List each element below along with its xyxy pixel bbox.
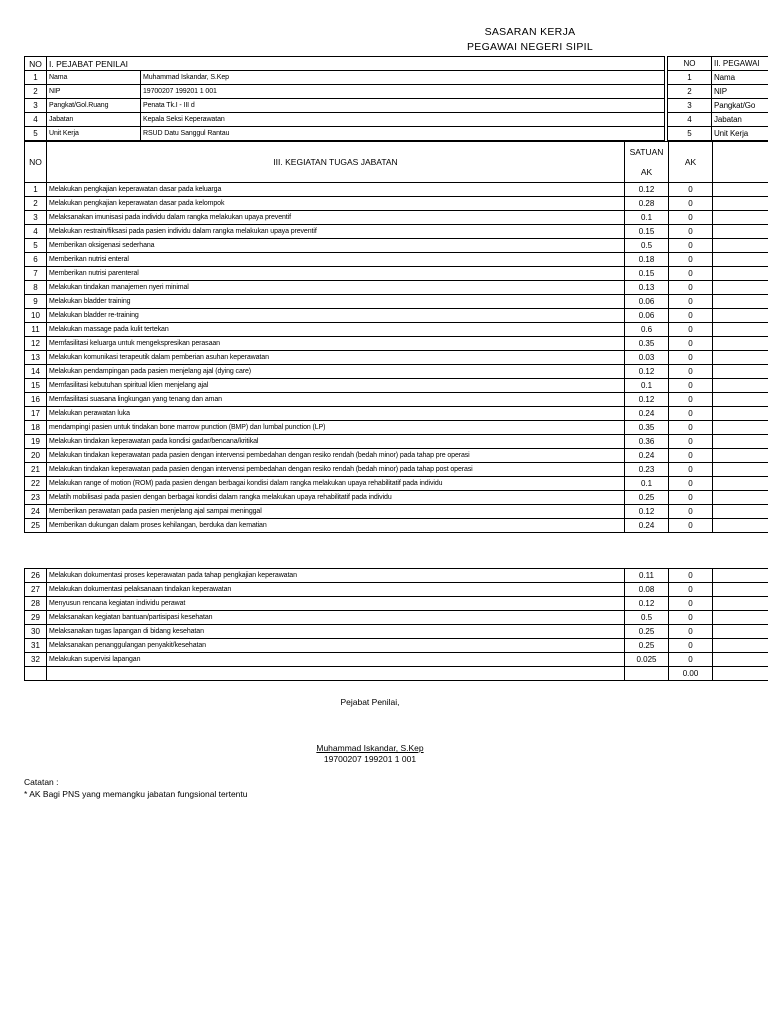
total-ak: 0.00 — [669, 667, 713, 681]
col-ak: AK — [669, 142, 713, 183]
kegiatan-row-no: 1 — [25, 183, 47, 197]
kegiatan-row-satuan: 0.25 — [625, 491, 669, 505]
kegiatan-row-satuan: 0.24 — [625, 449, 669, 463]
kegiatan-row — [25, 183, 768, 197]
kegiatan-row-ak: 0 — [669, 435, 713, 449]
kegiatan-row-text: Menyusun rencana kegiatan individu perawat — [47, 597, 625, 611]
kegiatan-row-text: Memberikan dukungan dalam proses kehilangan, berduka dan kematian — [47, 519, 625, 533]
kegiatan-row-ak: 0 — [669, 393, 713, 407]
kegiatan-table-2 — [24, 568, 768, 681]
kegiatan-row-ak: 0 — [669, 653, 713, 667]
pejabat-row-label: Jabatan — [47, 113, 141, 127]
total-empty-text — [47, 667, 625, 681]
kegiatan-row — [25, 281, 768, 295]
pegawai-row — [668, 113, 768, 127]
kegiatan-row-satuan: 0.1 — [625, 379, 669, 393]
kegiatan-row-text: Memfasilitasi keluarga untuk mengekspresikan perasaan — [47, 337, 625, 351]
kegiatan-row-no: 20 — [25, 449, 47, 463]
kegiatan-row-right — [713, 295, 768, 309]
kegiatan-row-satuan: 0.13 — [625, 281, 669, 295]
kegiatan-row-ak: 0 — [669, 281, 713, 295]
kegiatan-row — [25, 337, 768, 351]
kegiatan-row-satuan: 0.12 — [625, 365, 669, 379]
kegiatan-row-right — [713, 519, 768, 533]
kegiatan-table — [24, 141, 768, 533]
col-satuan — [625, 142, 669, 183]
kegiatan-row-right — [713, 351, 768, 365]
pegawai-table — [667, 56, 768, 141]
kegiatan-row — [25, 625, 768, 639]
kegiatan-row-text: Melaksanakan kegiatan bantuan/partisipasi kesehatan — [47, 611, 625, 625]
kegiatan-row-ak: 0 — [669, 477, 713, 491]
pegawai-row-no: 2 — [668, 85, 712, 99]
kegiatan-row-text: Melakukan massage pada kulit tertekan — [47, 323, 625, 337]
pejabat-row — [25, 113, 665, 127]
pejabat-row-label: Nama — [47, 71, 141, 85]
signature-name — [240, 743, 500, 753]
kegiatan-row — [25, 407, 768, 421]
kegiatan-row-text: Memberikan nutrisi parenteral — [47, 267, 625, 281]
pejabat-header — [25, 57, 665, 71]
pejabat-row — [25, 99, 665, 113]
kegiatan-row — [25, 379, 768, 393]
kegiatan-row — [25, 253, 768, 267]
kegiatan-row-ak: 0 — [669, 407, 713, 421]
kegiatan-row-text: Melakukan bladder re-training — [47, 309, 625, 323]
pegawai-row-no: 3 — [668, 99, 712, 113]
pejabat-row-no: 1 — [25, 71, 47, 85]
kegiatan-row-no: 22 — [25, 477, 47, 491]
kegiatan-row-ak: 0 — [669, 519, 713, 533]
kegiatan-row-ak: 0 — [669, 239, 713, 253]
kegiatan-row-no: 28 — [25, 597, 47, 611]
kegiatan-row-no: 9 — [25, 295, 47, 309]
kegiatan-row-right — [713, 393, 768, 407]
kegiatan-row-ak: 0 — [669, 569, 713, 583]
kegiatan-row-text: Melakukan dokumentasi proses keperawatan pada tahap pengkajian keperawatan — [47, 569, 625, 583]
kegiatan-row-text: Melakukan restrain/fiksasi pada pasien individu dalam rangka melakukan upaya preventif — [47, 225, 625, 239]
kegiatan-row-right — [713, 309, 768, 323]
kegiatan-row-right — [713, 267, 768, 281]
kegiatan-row — [25, 653, 768, 667]
kegiatan-row — [25, 583, 768, 597]
kegiatan-row-right — [713, 463, 768, 477]
kegiatan-row-satuan: 0.12 — [625, 505, 669, 519]
kegiatan-row-satuan: 0.36 — [625, 435, 669, 449]
total-empty-no — [25, 667, 47, 681]
kegiatan-row-no: 16 — [25, 393, 47, 407]
kegiatan-row — [25, 295, 768, 309]
kegiatan-row — [25, 569, 768, 583]
kegiatan-row — [25, 393, 768, 407]
kegiatan-row-satuan: 0.35 — [625, 421, 669, 435]
kegiatan-row — [25, 449, 768, 463]
kegiatan-row-no: 11 — [25, 323, 47, 337]
kegiatan-row-ak: 0 — [669, 505, 713, 519]
pejabat-row-no: 2 — [25, 85, 47, 99]
kegiatan-row-text: Memberikan nutrisi enteral — [47, 253, 625, 267]
kegiatan-row-right — [713, 197, 768, 211]
pegawai-row-label: Unit Kerja — [712, 127, 768, 141]
pejabat-row-value: Kepala Seksi Keperawatan — [141, 113, 665, 127]
kegiatan-row-right — [713, 421, 768, 435]
kegiatan-row-right — [713, 211, 768, 225]
kegiatan-row-no: 21 — [25, 463, 47, 477]
kegiatan-row-right — [713, 323, 768, 337]
kegiatan-row-no: 31 — [25, 639, 47, 653]
kegiatan-row-no: 5 — [25, 239, 47, 253]
kegiatan-row-text: Melakukan komunikasi terapeutik dalam pemberian asuhan keperawatan — [47, 351, 625, 365]
kegiatan-row-text: Melakukan supervisi lapangan — [47, 653, 625, 667]
kegiatan-row-text: Melakukan tindakan manajemen nyeri minimal — [47, 281, 625, 295]
kegiatan-row-satuan: 0.1 — [625, 477, 669, 491]
pejabat-row-no: 4 — [25, 113, 47, 127]
kegiatan-row — [25, 519, 768, 533]
pegawai-col-no: NO — [668, 57, 712, 71]
pejabat-row — [25, 127, 665, 141]
kegiatan-row-no: 32 — [25, 653, 47, 667]
kegiatan-row — [25, 197, 768, 211]
kegiatan-row-no: 2 — [25, 197, 47, 211]
kegiatan-row-satuan: 0.24 — [625, 519, 669, 533]
kegiatan-row-satuan: 0.18 — [625, 253, 669, 267]
signature-name-text: Muhammad Iskandar, S.Kep — [316, 743, 424, 753]
kegiatan-row-right — [713, 225, 768, 239]
kegiatan-row — [25, 421, 768, 435]
kegiatan-row-no: 29 — [25, 611, 47, 625]
pegawai-row-no: 1 — [668, 71, 712, 85]
col-satuan-label: SATUAN — [629, 147, 664, 157]
kegiatan-section-title: III. KEGIATAN TUGAS JABATAN — [47, 142, 625, 183]
kegiatan-row-satuan: 0.23 — [625, 463, 669, 477]
kegiatan-row-text: Melakukan pengkajian keperawatan dasar pada kelompok — [47, 197, 625, 211]
kegiatan-row-satuan: 0.03 — [625, 351, 669, 365]
kegiatan-row-no: 19 — [25, 435, 47, 449]
kegiatan-row-right — [713, 337, 768, 351]
kegiatan-row — [25, 225, 768, 239]
kegiatan-row-no: 18 — [25, 421, 47, 435]
pegawai-row-no: 4 — [668, 113, 712, 127]
kegiatan-row-right — [713, 611, 768, 625]
kegiatan-row-right — [713, 505, 768, 519]
pegawai-row-no: 5 — [668, 127, 712, 141]
kegiatan-row-right — [713, 253, 768, 267]
kegiatan-row-text: Melaksanakan imunisasi pada individu dalam rangka melakukan upaya preventif — [47, 211, 625, 225]
kegiatan-row-text: Memfasilitasi suasana lingkungan yang tenang dan aman — [47, 393, 625, 407]
kegiatan-row-no: 7 — [25, 267, 47, 281]
kegiatan-row — [25, 491, 768, 505]
kegiatan-row-text: Melaksanakan tugas lapangan di bidang kesehatan — [47, 625, 625, 639]
kegiatan-row-ak: 0 — [669, 295, 713, 309]
kegiatan-row-ak: 0 — [669, 323, 713, 337]
kegiatan-row-right — [713, 491, 768, 505]
doc-subtitle: PEGAWAI NEGERI SIPIL — [466, 41, 593, 53]
kegiatan-row-text: Melakukan dokumentasi pelaksanaan tindakan keperawatan — [47, 583, 625, 597]
kegiatan-row-satuan: 0.1 — [625, 211, 669, 225]
kegiatan-row-ak: 0 — [669, 351, 713, 365]
signature-nip: 19700207 199201 1 001 — [323, 754, 417, 764]
kegiatan-row-ak: 0 — [669, 449, 713, 463]
pegawai-section-title: II. PEGAWAI — [712, 57, 768, 71]
kegiatan-row-no: 24 — [25, 505, 47, 519]
pegawai-row-label: Jabatan — [712, 113, 768, 127]
kegiatan-row-no: 15 — [25, 379, 47, 393]
kegiatan-row-ak: 0 — [669, 197, 713, 211]
kegiatan-row-satuan: 0.12 — [625, 597, 669, 611]
kegiatan-row-ak: 0 — [669, 267, 713, 281]
total-row — [25, 667, 768, 681]
kegiatan-row-no: 23 — [25, 491, 47, 505]
col-no: NO — [25, 57, 47, 71]
kegiatan-row-right — [713, 379, 768, 393]
kegiatan-row-satuan: 0.11 — [625, 569, 669, 583]
kegiatan-row — [25, 211, 768, 225]
kegiatan-row — [25, 435, 768, 449]
kegiatan-row-right — [713, 625, 768, 639]
pejabat-row-no: 3 — [25, 99, 47, 113]
kegiatan-row-text: mendampingi pasien untuk tindakan bone marrow punction (BMP) dan lumbal punction (LP) — [47, 421, 625, 435]
kegiatan-row-right — [713, 449, 768, 463]
kegiatan-row — [25, 267, 768, 281]
kegiatan-row-text: Melakukan perawatan luka — [47, 407, 625, 421]
kegiatan-row-ak: 0 — [669, 337, 713, 351]
pegawai-header — [668, 57, 768, 71]
pegawai-row — [668, 71, 768, 85]
kegiatan-row-satuan: 0.6 — [625, 323, 669, 337]
kegiatan-row-satuan: 0.25 — [625, 639, 669, 653]
kegiatan-row-text: Memfasilitasi kebutuhan spiritual klien menjelang ajal — [47, 379, 625, 393]
pejabat-table — [24, 56, 665, 141]
kegiatan-row — [25, 597, 768, 611]
kegiatan-row — [25, 323, 768, 337]
kegiatan-row-ak: 0 — [669, 225, 713, 239]
kegiatan-row — [25, 309, 768, 323]
pejabat-row — [25, 85, 665, 99]
kegiatan-row — [25, 505, 768, 519]
kegiatan-row-no: 25 — [25, 519, 47, 533]
kegiatan-row-ak: 0 — [669, 597, 713, 611]
kegiatan-row-satuan: 0.08 — [625, 583, 669, 597]
kegiatan-row-no: 6 — [25, 253, 47, 267]
col-satuan-ak: AK — [640, 167, 653, 177]
kegiatan-row-ak: 0 — [669, 611, 713, 625]
kegiatan-row-no: 17 — [25, 407, 47, 421]
pejabat-row-label: Unit Kerja — [47, 127, 141, 141]
pegawai-row — [668, 127, 768, 141]
kegiatan-row-text: Melaksanakan penanggulangan penyakit/kesehatan — [47, 639, 625, 653]
kegiatan-row-right — [713, 183, 768, 197]
kegiatan-row-no: 27 — [25, 583, 47, 597]
kegiatan-row-text: Melakukan range of motion (ROM) pada pasien dengan berbagai kondisi dalam rangka melakukan upaya rehabilitatif pada individu — [47, 477, 625, 491]
kegiatan-row — [25, 639, 768, 653]
kegiatan-row-ak: 0 — [669, 253, 713, 267]
kegiatan-row-satuan: 0.28 — [625, 197, 669, 211]
pejabat-section-title: I. PEJABAT PENILAI — [47, 57, 665, 71]
kegiatan-row-ak: 0 — [669, 583, 713, 597]
kegiatan-row-satuan: 0.06 — [625, 309, 669, 323]
kegiatan-row-satuan: 0.5 — [625, 239, 669, 253]
kegiatan-row-text: Melakukan tindakan keperawatan pada kondisi gadar/bencana/kritikal — [47, 435, 625, 449]
kegiatan-row-ak: 0 — [669, 365, 713, 379]
doc-title: SASARAN KERJA — [484, 26, 576, 38]
kegiatan-row-right — [713, 365, 768, 379]
pejabat-row-value: 19700207 199201 1 001 — [141, 85, 665, 99]
kegiatan-row-right — [713, 569, 768, 583]
kegiatan-row-no: 12 — [25, 337, 47, 351]
pejabat-row-no: 5 — [25, 127, 47, 141]
kegiatan-row-right — [713, 597, 768, 611]
kegiatan-row-ak: 0 — [669, 211, 713, 225]
kegiatan-row — [25, 477, 768, 491]
kegiatan-row-right — [713, 435, 768, 449]
kegiatan-row-right — [713, 239, 768, 253]
kegiatan-row-no: 10 — [25, 309, 47, 323]
kegiatan-row-ak: 0 — [669, 183, 713, 197]
notes-label: Catatan : — [24, 777, 59, 787]
kegiatan-row-ak: 0 — [669, 625, 713, 639]
kegiatan-row-right — [713, 653, 768, 667]
total-empty-right — [713, 667, 768, 681]
kegiatan-row-text: Melakukan pendampingan pada pasien menjelang ajal (dying care) — [47, 365, 625, 379]
kegiatan-row-no: 30 — [25, 625, 47, 639]
kegiatan-row-no: 3 — [25, 211, 47, 225]
signature-role: Pejabat Penilai, — [340, 697, 400, 707]
kegiatan-row-text: Memberikan perawatan pada pasien menjelang ajal sampai meninggal — [47, 505, 625, 519]
pejabat-row — [25, 71, 665, 85]
pegawai-row — [668, 85, 768, 99]
kegiatan-row-satuan: 0.12 — [625, 393, 669, 407]
pegawai-row — [668, 99, 768, 113]
kegiatan-row — [25, 239, 768, 253]
pegawai-row-label: Nama — [712, 71, 768, 85]
kegiatan-row — [25, 463, 768, 477]
kegiatan-row — [25, 351, 768, 365]
kegiatan-row-no: 4 — [25, 225, 47, 239]
kegiatan-row-text: Melakukan tindakan keperawatan pada pasien dengan intervensi pembedahan dengan resiko rendah (bedah minor) pada tahap post operasi — [47, 463, 625, 477]
kegiatan-row-satuan: 0.025 — [625, 653, 669, 667]
kegiatan-row — [25, 365, 768, 379]
kegiatan-row-satuan: 0.25 — [625, 625, 669, 639]
pejabat-row-value: Penata Tk.I - III d — [141, 99, 665, 113]
kegiatan-row-right — [713, 281, 768, 295]
pegawai-row-label: Pangkat/Go — [712, 99, 768, 113]
kegiatan-row-satuan: 0.35 — [625, 337, 669, 351]
kegiatan-row-ak: 0 — [669, 491, 713, 505]
kegiatan-row-right — [713, 583, 768, 597]
kegiatan-row-satuan: 0.15 — [625, 225, 669, 239]
kegiatan-row-no: 8 — [25, 281, 47, 295]
kegiatan-row-right — [713, 639, 768, 653]
kegiatan-row-text: Melatih mobilisasi pada pasien dengan berbagai kondisi dalam rangka melakukan upaya rehabilitatif pada individu — [47, 491, 625, 505]
kegiatan-row-satuan: 0.06 — [625, 295, 669, 309]
kegiatan-row-ak: 0 — [669, 309, 713, 323]
kegiatan-row-right — [713, 477, 768, 491]
kegiatan-col-no: NO — [25, 142, 47, 183]
kegiatan-row-satuan: 0.24 — [625, 407, 669, 421]
kegiatan-row-ak: 0 — [669, 379, 713, 393]
kegiatan-row-text: Melakukan pengkajian keperawatan dasar pada keluarga — [47, 183, 625, 197]
kegiatan-row-text: Memberikan oksigenasi sederhana — [47, 239, 625, 253]
right-empty-cell — [713, 142, 768, 183]
kegiatan-row-satuan: 0.12 — [625, 183, 669, 197]
pejabat-row-label: NIP — [47, 85, 141, 99]
kegiatan-row-no: 26 — [25, 569, 47, 583]
kegiatan-row-ak: 0 — [669, 639, 713, 653]
pejabat-row-value: RSUD Datu Sanggul Rantau — [141, 127, 665, 141]
notes-line1: * AK Bagi PNS yang memangku jabatan fungsional tertentu — [24, 789, 248, 799]
kegiatan-row-no: 13 — [25, 351, 47, 365]
pejabat-row-label: Pangkat/Gol.Ruang — [47, 99, 141, 113]
kegiatan-row-no: 14 — [25, 365, 47, 379]
kegiatan-row-right — [713, 407, 768, 421]
kegiatan-row — [25, 611, 768, 625]
total-empty-satuan — [625, 667, 669, 681]
kegiatan-row-satuan: 0.5 — [625, 611, 669, 625]
kegiatan-row-satuan: 0.15 — [625, 267, 669, 281]
kegiatan-row-ak: 0 — [669, 463, 713, 477]
kegiatan-row-text: Melakukan tindakan keperawatan pada pasien dengan intervensi pembedahan dengan resiko rendah (bedah minor) pada tahap pre operasi — [47, 449, 625, 463]
pegawai-row-label: NIP — [712, 85, 768, 99]
pejabat-row-value: Muhammad Iskandar, S.Kep — [141, 71, 665, 85]
kegiatan-header — [25, 142, 768, 183]
kegiatan-row-text: Melakukan bladder training — [47, 295, 625, 309]
kegiatan-row-ak: 0 — [669, 421, 713, 435]
